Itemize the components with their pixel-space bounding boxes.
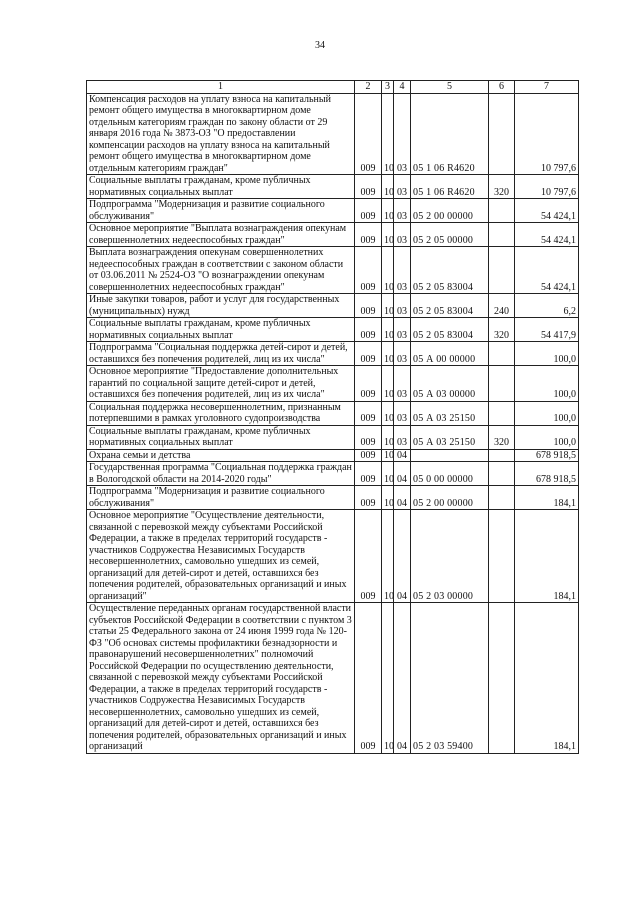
row-ved: 009	[355, 366, 382, 402]
row-section: 10	[382, 199, 394, 223]
row-expense-type	[489, 199, 515, 223]
row-section: 10	[382, 223, 394, 247]
row-amount: 10 797,6	[515, 175, 579, 199]
budget-table	[86, 80, 579, 754]
row-target-article: 05 2 05 83004	[411, 247, 489, 294]
row-amount: 184,1	[515, 603, 579, 754]
row-subsection: 03	[394, 247, 411, 294]
row-expense-type	[489, 223, 515, 247]
row-subsection: 03	[394, 366, 411, 402]
row-amount: 184,1	[515, 510, 579, 603]
row-expense-type	[489, 401, 515, 425]
row-expense-type	[489, 603, 515, 754]
row-ved: 009	[355, 93, 382, 175]
row-expense-type	[489, 486, 515, 510]
table-row	[87, 603, 579, 754]
row-amount: 678 918,5	[515, 462, 579, 486]
row-ved: 009	[355, 462, 382, 486]
row-name: Социальные выплаты гражданам, кроме публичных нормативных социальных выплат	[87, 318, 355, 342]
table-body	[87, 93, 579, 753]
row-target-article: 05 2 00 00000	[411, 486, 489, 510]
row-target-article: 05 А 03 25150	[411, 425, 489, 449]
row-target-article: 05 А 03 00000	[411, 366, 489, 402]
row-ved: 009	[355, 223, 382, 247]
table-row	[87, 462, 579, 486]
row-name: Основное мероприятие "Выплата вознаграждения опекунам совершеннолетних недееспособных граждан"	[87, 223, 355, 247]
row-subsection: 03	[394, 342, 411, 366]
row-name: Основное мероприятие "Осуществление деятельности, связанной с перевозкой между субъектами Российской Федерации, а также в пределах территорий государств - участников Содружества Независимых Государств несовершеннолетних, самовольно ушедших из семей, организаций для детей-сирот и детей, оставшихся без попечения родителей, образовательных организаций и иных организаций"	[87, 510, 355, 603]
row-amount: 54 424,1	[515, 247, 579, 294]
row-expense-type: 320	[489, 318, 515, 342]
page-number: 34	[315, 40, 325, 51]
row-subsection: 04	[394, 486, 411, 510]
row-ved: 009	[355, 401, 382, 425]
row-ved: 009	[355, 342, 382, 366]
row-expense-type	[489, 366, 515, 402]
row-section: 10	[382, 510, 394, 603]
row-section: 10	[382, 175, 394, 199]
row-ved: 009	[355, 425, 382, 449]
row-expense-type	[489, 93, 515, 175]
row-expense-type: 320	[489, 425, 515, 449]
row-name: Подпрограмма "Модернизация и развитие социального обслуживания"	[87, 199, 355, 223]
row-subsection: 04	[394, 510, 411, 603]
row-ved: 009	[355, 486, 382, 510]
row-section: 10	[382, 603, 394, 754]
row-expense-type	[489, 510, 515, 603]
row-expense-type	[489, 247, 515, 294]
row-ved: 009	[355, 449, 382, 462]
table-row	[87, 342, 579, 366]
row-amount: 184,1	[515, 486, 579, 510]
header-cell: 7	[515, 81, 579, 94]
row-section: 10	[382, 366, 394, 402]
row-target-article: 05 2 05 83004	[411, 318, 489, 342]
row-subsection: 03	[394, 425, 411, 449]
table-row	[87, 449, 579, 462]
table-row	[87, 199, 579, 223]
row-subsection: 04	[394, 603, 411, 754]
table-row	[87, 510, 579, 603]
row-name: Подпрограмма "Социальная поддержка детей-сирот и детей, оставшихся без попечения родителей, лиц из их числа"	[87, 342, 355, 366]
row-amount: 10 797,6	[515, 93, 579, 175]
row-ved: 009	[355, 175, 382, 199]
row-name: Охрана семьи и детства	[87, 449, 355, 462]
row-amount: 54 424,1	[515, 223, 579, 247]
row-ved: 009	[355, 510, 382, 603]
table-row	[87, 223, 579, 247]
row-subsection: 03	[394, 223, 411, 247]
row-name: Социальная поддержка несовершеннолетним, признанным потерпевшими в рамках уголовного судопроизводства	[87, 401, 355, 425]
row-amount: 100,0	[515, 425, 579, 449]
header-cell: 5	[411, 81, 489, 94]
table-row	[87, 401, 579, 425]
row-name: Социальные выплаты гражданам, кроме публичных нормативных социальных выплат	[87, 175, 355, 199]
row-target-article: 05 1 06 R4620	[411, 175, 489, 199]
row-expense-type	[489, 342, 515, 366]
row-amount: 54 424,1	[515, 199, 579, 223]
row-name: Компенсация расходов на уплату взноса на капитальный ремонт общего имущества в многоквартирном доме отдельным категориям граждан по закону области от 29 января 2016 года № 3873-ОЗ "О предоставлении компенсации расходов на уплату взноса на капитальный ремонт общего имущества в многоквартирном доме отдельным категориям граждан"	[87, 93, 355, 175]
row-name: Государственная программа "Социальная поддержка граждан в Вологодской области на 2014-2020 годы"	[87, 462, 355, 486]
row-subsection: 03	[394, 401, 411, 425]
row-amount: 100,0	[515, 401, 579, 425]
table-header	[87, 81, 579, 94]
row-subsection: 03	[394, 93, 411, 175]
table-row	[87, 93, 579, 175]
row-amount: 678 918,5	[515, 449, 579, 462]
row-target-article: 05 2 03 00000	[411, 510, 489, 603]
header-row	[87, 81, 579, 94]
row-expense-type	[489, 462, 515, 486]
row-section: 10	[382, 486, 394, 510]
row-subsection: 04	[394, 449, 411, 462]
table-row	[87, 366, 579, 402]
row-section: 10	[382, 401, 394, 425]
row-ved: 009	[355, 247, 382, 294]
row-section: 10	[382, 294, 394, 318]
header-cell: 4	[394, 81, 411, 94]
row-expense-type: 240	[489, 294, 515, 318]
row-expense-type	[489, 449, 515, 462]
row-section: 10	[382, 449, 394, 462]
row-target-article	[411, 449, 489, 462]
row-name: Основное мероприятие "Предоставление дополнительных гарантий по социальной защите детей-сирот и детей, оставшихся без попечения родителей, лиц из их числа"	[87, 366, 355, 402]
row-subsection: 04	[394, 462, 411, 486]
row-name: Подпрограмма "Модернизация и развитие социального обслуживания"	[87, 486, 355, 510]
table-row	[87, 175, 579, 199]
row-section: 10	[382, 93, 394, 175]
row-amount: 100,0	[515, 366, 579, 402]
row-target-article: 05 А 00 00000	[411, 342, 489, 366]
row-section: 10	[382, 342, 394, 366]
header-cell: 6	[489, 81, 515, 94]
header-cell: 1	[87, 81, 355, 94]
table-row	[87, 294, 579, 318]
row-expense-type: 320	[489, 175, 515, 199]
table-row	[87, 486, 579, 510]
row-target-article: 05 2 00 00000	[411, 199, 489, 223]
row-subsection: 03	[394, 294, 411, 318]
row-section: 10	[382, 247, 394, 294]
row-name: Выплата вознаграждения опекунам совершеннолетних недееспособных граждан в соответствии с законом области от 03.06.2011 № 2524-ОЗ "О вознаграждении опекунам совершеннолетних недееспособных граждан"	[87, 247, 355, 294]
row-section: 10	[382, 318, 394, 342]
row-section: 10	[382, 462, 394, 486]
row-target-article: 05 2 05 83004	[411, 294, 489, 318]
row-subsection: 03	[394, 318, 411, 342]
row-ved: 009	[355, 318, 382, 342]
row-subsection: 03	[394, 199, 411, 223]
table-row	[87, 318, 579, 342]
row-name: Социальные выплаты гражданам, кроме публичных нормативных социальных выплат	[87, 425, 355, 449]
row-ved: 009	[355, 603, 382, 754]
row-section: 10	[382, 425, 394, 449]
table-row	[87, 247, 579, 294]
header-cell: 3	[382, 81, 394, 94]
row-ved: 009	[355, 199, 382, 223]
row-target-article: 05 А 03 25150	[411, 401, 489, 425]
row-amount: 100,0	[515, 342, 579, 366]
row-amount: 54 417,9	[515, 318, 579, 342]
row-subsection: 03	[394, 175, 411, 199]
row-amount: 6,2	[515, 294, 579, 318]
row-name: Иные закупки товаров, работ и услуг для государственных (муниципальных) нужд	[87, 294, 355, 318]
row-target-article: 05 2 05 00000	[411, 223, 489, 247]
table-row	[87, 425, 579, 449]
row-name: Осуществление переданных органам государственной власти субъектов Российской Федерации в соответствии с пунктом 3 статьи 25 Федерального закона от 24 июня 1999 года № 120-ФЗ "Об основах системы профилактики безнадзорности и правонарушений несовершеннолетних" полномочий Российской Федерации по осуществлению деятельности, связанной с перевозкой между субъектами Российской Федерации, а также в пределах территорий государств - участников Содружества Независимых Государств несовершеннолетних, самовольно ушедших из семей, организаций для детей-сирот и детей, оставшихся без попечения родителей, образовательных организаций и иных организаций	[87, 603, 355, 754]
header-cell: 2	[355, 81, 382, 94]
row-target-article: 05 0 00 00000	[411, 462, 489, 486]
row-target-article: 05 1 06 R4620	[411, 93, 489, 175]
row-target-article: 05 2 03 59400	[411, 603, 489, 754]
row-ved: 009	[355, 294, 382, 318]
